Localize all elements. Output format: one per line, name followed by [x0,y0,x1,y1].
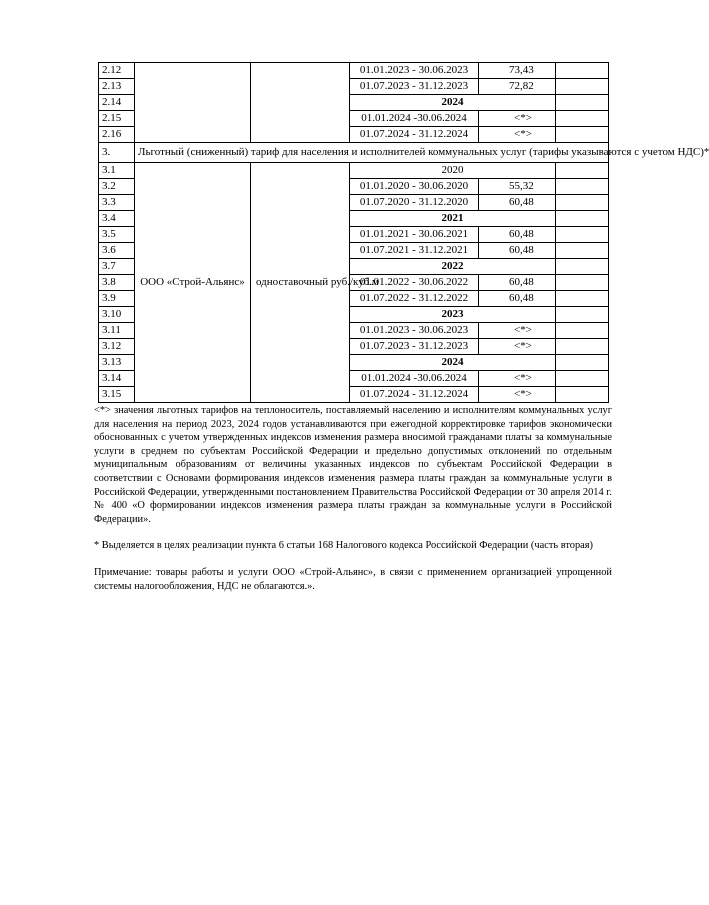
extra-cell [556,339,609,355]
period-cell: 01.07.2020 - 31.12.2020 [350,195,479,211]
value-cell: 60,48 [479,291,556,307]
row-number: 3. [99,143,135,163]
extra-cell [556,111,609,127]
row-number: 3.12 [99,339,135,355]
unit-cell-empty [251,63,350,143]
table-row [99,163,609,179]
value-cell: <*> [479,371,556,387]
extra-cell [556,195,609,211]
row-number: 3.11 [99,323,135,339]
footnote-vat: * Выделяется в целях реализации пункта 6 статьи 168 Налогового кодекса Российской Федерации (часть вторая) [94,540,594,552]
value-cell: <*> [479,127,556,143]
extra-cell [556,387,609,403]
row-number: 3.13 [99,355,135,371]
footnote-remark: Примечание: товары работы и услуги ООО «Строй-Альянс», в связи с применением организацией упрощенной системы налогообложения, НДС не облагаются.». [94,566,612,592]
period-cell: 01.07.2021 - 31.12.2021 [350,243,479,259]
period-cell: 01.07.2024 - 31.12.2024 [350,127,479,143]
value-cell: <*> [479,339,556,355]
period-cell: 01.01.2024 -30.06.2024 [350,111,479,127]
year-cell: 2020 [350,163,556,179]
extra-cell [556,307,609,323]
period-cell: 01.07.2023 - 31.12.2023 [350,79,479,95]
unit-cell: одноставочный руб./куб.м [251,163,350,403]
row-number: 3.3 [99,195,135,211]
extra-cell [556,179,609,195]
row-number: 3.15 [99,387,135,403]
extra-cell [556,95,609,111]
value-cell: <*> [479,323,556,339]
extra-cell [556,79,609,95]
period-cell: 01.07.2023 - 31.12.2023 [350,339,479,355]
value-cell: <*> [479,387,556,403]
row-number: 3.2 [99,179,135,195]
year-cell: 2024 [350,355,556,371]
row-number: 2.12 [99,63,135,79]
row-number: 3.4 [99,211,135,227]
year-cell: 2022 [350,259,556,275]
footnotes [94,404,612,593]
extra-cell [556,63,609,79]
extra-cell [556,227,609,243]
extra-cell [556,275,609,291]
row-number: 3.9 [99,291,135,307]
tariff-table-body [99,63,709,403]
row-number: 2.16 [99,127,135,143]
row-number: 3.1 [99,163,135,179]
value-cell: 72,82 [479,79,556,95]
row-number: 2.14 [99,95,135,111]
row-number: 2.13 [99,79,135,95]
year-cell: 2021 [350,211,556,227]
value-cell: <*> [479,111,556,127]
extra-cell [556,291,609,307]
row-number: 2.15 [99,111,135,127]
extra-cell [556,127,609,143]
table-row [99,63,609,79]
year-cell: 2023 [350,307,556,323]
row-number: 3.5 [99,227,135,243]
period-cell: 01.01.2021 - 30.06.2021 [350,227,479,243]
extra-cell [556,355,609,371]
period-cell: 01.01.2023 - 30.06.2023 [350,323,479,339]
period-cell: 01.01.2022 - 30.06.2022 [350,275,479,291]
extra-cell [556,323,609,339]
extra-cell [556,371,609,387]
period-cell: 01.01.2023 - 30.06.2023 [350,63,479,79]
value-cell: 60,48 [479,195,556,211]
extra-cell [556,211,609,227]
row-number: 3.7 [99,259,135,275]
row-number: 3.8 [99,275,135,291]
row-number: 3.10 [99,307,135,323]
row-number: 3.14 [99,371,135,387]
extra-cell [556,243,609,259]
value-cell: 55,32 [479,179,556,195]
org-name-cell: ООО «Строй-Альянс» [135,163,251,403]
value-cell: 73,43 [479,63,556,79]
extra-cell [556,163,609,179]
tariff-table [98,62,709,403]
section-header-row [99,143,609,163]
value-cell: 60,48 [479,275,556,291]
period-cell: 01.07.2022 - 31.12.2022 [350,291,479,307]
section-title: Льготный (сниженный) тариф для населения и исполнителей коммунальных услуг (тарифы указываются с учетом НДС)* [135,143,609,163]
year-cell: 2024 [350,95,556,111]
value-cell: 60,48 [479,243,556,259]
org-cell-empty [135,63,251,143]
footnote-tariff-values: <*> значения льготных тарифов на теплоноситель, поставляемый населению и исполнителям коммунальных услуг для населения на период 2023, 2024 годов устанавливаются при ежегодной корректировке тарифов экономически обоснованных с учетом утвержденных индексов изменения размера вносимой гражданами платы за коммунальные услуги в среднем по субъектам Российской Федерации и предельно допустимых отклонений по отдельным муниципальным образованиям от величины указанных индексов по субъектам Российской Федерации в соответствии с Основами формирования индексов изменения размера платы граждан за коммунальные услуги в Российской Федерации, утвержденными постановлением Правительства Российской Федерации от 30 апреля 2014 г. № 400 «О формировании индексов изменения размера платы граждан за коммунальные услуги в Российской Федерации». [94,405,612,525]
value-cell: 60,48 [479,227,556,243]
period-cell: 01.07.2024 - 31.12.2024 [350,387,479,403]
period-cell: 01.01.2020 - 30.06.2020 [350,179,479,195]
period-cell: 01.01.2024 -30.06.2024 [350,371,479,387]
extra-cell [556,259,609,275]
row-number: 3.6 [99,243,135,259]
